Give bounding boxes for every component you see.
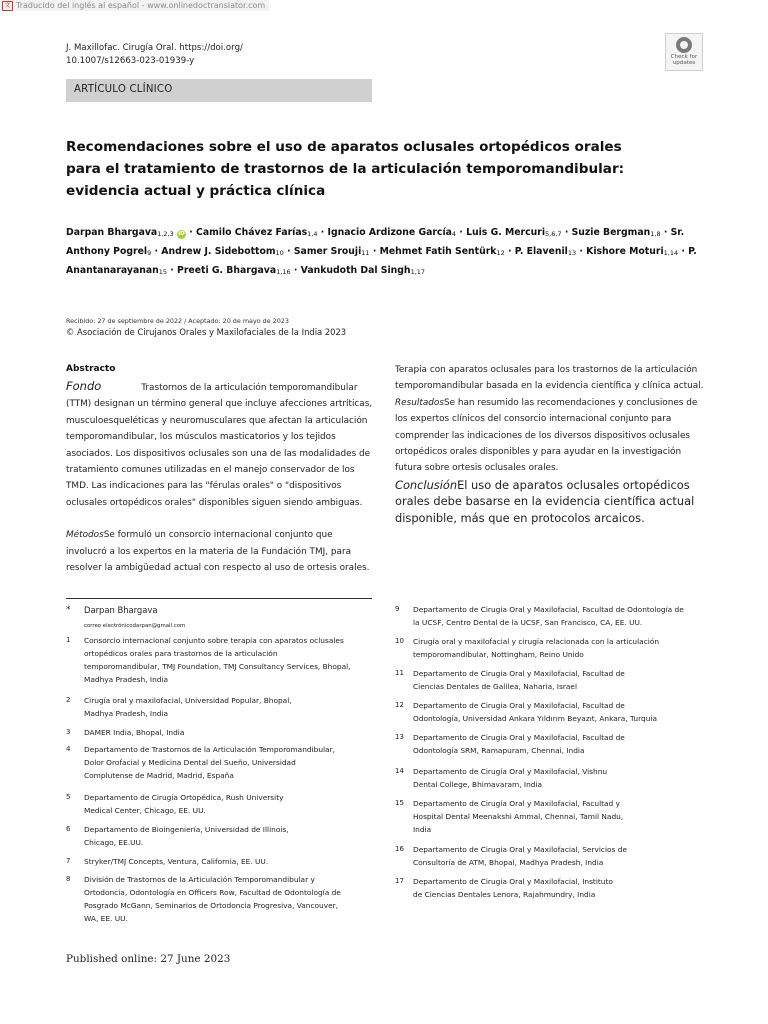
footnote-line: Departamento de Cirugía Oral y Maxilofacial, Facultad de: [413, 701, 625, 710]
corresponding-marker: *: [66, 605, 71, 615]
check-badge-line-1: Check for: [670, 54, 698, 60]
author[interactable]: [459, 227, 561, 238]
footnote-line: WA, EE. UU.: [84, 913, 128, 923]
author-affiliation-numbers: 10: [275, 249, 284, 257]
abstract-results: [395, 395, 710, 477]
author-affiliation-numbers: 9: [147, 249, 152, 257]
author[interactable]: [189, 227, 317, 238]
footnote-number: 6: [66, 825, 71, 833]
footnote-line: Ortodoncia, Odontología en Officers Row, Facultad de Odontología de: [84, 887, 341, 897]
footnote-text: [413, 766, 607, 792]
author-name: · Ignacio Ardizone García: [320, 227, 452, 238]
bookmark-icon: [676, 37, 692, 53]
received-accepted-dates: Recibido: 27 de septiembre de 2022 / Aceptado: 20 de mayo de 2023: [66, 317, 289, 325]
author-affiliation-numbers: 5,6,7: [545, 230, 562, 238]
footnote-line: Ciencias Dentales de Galilea, Naharia, Israel: [413, 681, 578, 691]
footnote-line: Departamento de Cirugía Oral y Maxilofacial, Facultad de Odontología de: [413, 605, 684, 614]
footnote-text: [84, 635, 351, 687]
conclusion-label: Conclusión: [395, 477, 458, 492]
author-name: · P. Elavenil: [508, 246, 568, 257]
author[interactable]: [66, 227, 186, 238]
translate-icon: 文: [2, 1, 13, 11]
footnote-number: 5: [66, 793, 71, 801]
footnote-number: 14: [395, 767, 404, 775]
author-name: · Luis G. Mercuri: [459, 227, 546, 238]
author-affiliation-numbers: 1,16: [276, 268, 291, 276]
footnote-line: Cirugía oral y maxilofacial, Universidad Popular, Bhopal,: [84, 696, 292, 705]
footnote-number: 17: [395, 877, 404, 885]
article-type-label: ARTÍCULO CLÍNICO: [74, 84, 173, 95]
footnote-line: Departamento de Cirugía Oral y Maxilofacial, Facultad y: [413, 799, 620, 808]
author-name: Darpan Bhargava: [66, 227, 158, 238]
author-affiliation-numbers: 4: [451, 230, 457, 238]
footnote-line: ortopédicos orales para trastornos de la articulación: [84, 648, 278, 658]
author-affiliation-numbers: 13: [567, 249, 577, 257]
author[interactable]: [579, 246, 678, 257]
translator-banner-text: Traducido del inglés al español - www.onlinedoctranslator.com: [16, 1, 266, 10]
methods-label: Métodos: [66, 530, 104, 541]
author-affiliation-numbers: 12: [496, 249, 505, 257]
abstract-right-column: [395, 362, 710, 526]
footnote-line: Dental College, Bhimavaram, India: [413, 779, 543, 789]
footnote-text: [84, 824, 289, 850]
footnote-line: Departamento de Cirugía Oral y Maxilofacial, Instituto: [413, 877, 613, 886]
author[interactable]: [321, 227, 456, 238]
footnote-number: 15: [395, 799, 404, 807]
results-label: Resultados: [395, 397, 444, 408]
author-name: · P. Anantanarayanan: [66, 246, 697, 276]
footnote-line: la UCSF, Centro Dental de la UCSF, San Francisco, CA, EE. UU.: [413, 617, 643, 627]
footnote-text: [413, 700, 657, 726]
footnote-text: [84, 744, 335, 783]
methods-text: Se formuló un consorcio internacional conjunto que involucró a los expertos en la materia de la Fundación TMJ, para resolver la ambigüedad actual con respecto al uso de ortesis orales.: [66, 530, 370, 574]
footnote-line: Medical Center, Chicago, EE. UU.: [84, 805, 206, 815]
author[interactable]: [373, 246, 505, 257]
footnote-line: Madhya Pradesh, India: [84, 674, 169, 684]
footnote-text: [413, 636, 659, 662]
author-affiliation-numbers: 1,4: [307, 230, 318, 238]
footnote-line: Odontología, Universidad Ankara Yıldırım Beyazıt, Ankara, Turquía: [413, 713, 657, 723]
author-name: · Andrew J. Sidebottom: [154, 246, 276, 257]
author-name: · Mehmet Fatih Sentürk: [372, 246, 497, 257]
article-title: [66, 136, 686, 202]
title-line: evidencia actual y práctica clínica: [66, 183, 326, 199]
footnote-line: temporomandibular, Nottingham, Reino Unido: [413, 649, 584, 659]
footnote-line: División de Trastornos de la Articulación Temporomandibular y: [84, 875, 315, 884]
author-affiliation-numbers: 1,17: [410, 268, 426, 276]
author-list: [66, 224, 706, 281]
background-label: Fondo: [66, 379, 102, 393]
check-for-updates-badge[interactable]: [665, 33, 703, 71]
footnote-line: Odontología SRM, Ramapuram, Chennai, India: [413, 745, 585, 755]
footnote-text: [84, 792, 283, 818]
footnote-line: Cirugía oral y maxilofacial y cirugía relacionada con la articulación: [413, 637, 660, 646]
footnote-text: [413, 844, 627, 870]
footnote-line: temporomandibular, TMJ Foundation, TMJ Consultancy Services, Bhopal,: [84, 661, 351, 671]
results-text: Se han resumido las recomendaciones y conclusiones de los expertos clínicos del consorcio internacional conjunto para comprender las indicaciones de los diversos dispositivos oclusales ortopédicos orales disponibles y para ayudar en la investigación futura sobre ortesis oclusales orales.: [395, 397, 698, 474]
author[interactable]: [287, 246, 370, 257]
footnote-text: [413, 732, 625, 758]
footnote-line: Dolor Orofacial y Medicina Dental del Sueño, Universidad: [84, 757, 296, 767]
footnote-line: Departamento de Cirugía Oral y Maxilofacial, Facultad de: [413, 669, 625, 678]
footnote-text: [84, 874, 341, 926]
footnote-line: de Ciencias Dentales Lenora, Rajahmundry, India: [413, 889, 596, 899]
author-affiliation-numbers: 15: [158, 268, 168, 276]
footnote-divider: [66, 598, 372, 599]
journal-reference: [66, 42, 243, 68]
copyright-notice: © Asociación de Cirujanos Orales y Maxilofaciales de la India 2023: [66, 327, 347, 337]
footnote-number: 13: [395, 733, 404, 741]
corresponding-email[interactable]: correo electrónicodarpan@gmail.com: [84, 623, 186, 629]
author-affiliation-numbers: 1,8: [650, 230, 661, 238]
conclusion-text: El uso de aparatos oclusales ortopédicos orales debe basarse en la evidencia científica actual disponible, más que en protocolos arcaicos.: [395, 477, 695, 525]
footnote-line: Consorcio internacional conjunto sobre terapia con aparatos oclusales: [84, 636, 344, 645]
footnote-number: 12: [395, 701, 404, 709]
footnote-line: Departamento de Cirugía Oral y Maxilofacial, Vishnu: [413, 767, 608, 776]
footnote-line: Stryker/TMJ Concepts, Ventura, California, EE. UU.: [84, 857, 269, 866]
footnote-text: [413, 876, 613, 902]
footnote-line: Departamento de Cirugía Oral y Maxilofacial, Facultad de: [413, 733, 625, 742]
corresponding-name: Darpan Bhargava: [84, 605, 158, 615]
abstract-left-column: [66, 378, 376, 576]
author-name: · Vankudoth Dal Singh: [293, 265, 411, 276]
footnote-text: [84, 727, 184, 740]
footnote-number: 4: [66, 745, 71, 753]
author-name: · Kishore Moturi: [579, 246, 664, 257]
footnote-number: 11: [395, 669, 404, 677]
author-name: · Suzie Bergman: [564, 227, 651, 238]
footnote-number: 3: [66, 728, 71, 736]
footnote-line: Hospital Dental Meenakshi Ammal, Chennai, Tamil Nadu,: [413, 811, 624, 821]
abstract-background: [66, 378, 376, 511]
footnote-line: Departamento de Cirugía Oral y Maxilofacial, Servicios de: [413, 845, 627, 854]
author-name: · Sr. Anthony Pogrel: [66, 227, 685, 257]
author-affiliation-numbers: 1,2,3: [157, 230, 174, 238]
author-name: · Preeti G. Bhargava: [170, 265, 277, 276]
published-online: Published online: 27 June 2023: [66, 953, 231, 965]
footnote-line: Departamento de Cirugía Ortopédica, Rush University: [84, 793, 284, 802]
footnote-line: Chicago, EE.UU.: [84, 837, 144, 847]
author[interactable]: [508, 246, 576, 257]
footnote-line: Consultoría de ATM, Bhopal, Madhya Pradesh, India: [413, 857, 604, 867]
footnote-number: 1: [66, 636, 71, 644]
check-badge-line-2: updates: [672, 60, 696, 67]
footnote-text: [413, 604, 684, 630]
footnote-text: [84, 856, 268, 869]
translator-banner[interactable]: [0, 0, 269, 11]
footnote-line: Madhya Pradesh, India: [84, 708, 169, 718]
author[interactable]: [155, 246, 284, 257]
footnote-text: [413, 798, 623, 837]
footnote-line: DAMER India, Bhopal, India: [84, 728, 185, 737]
footnote-text: [413, 668, 625, 694]
author[interactable]: [170, 265, 290, 276]
journal-doi[interactable]: 10.1007/s12663-023-01939-y: [66, 56, 195, 66]
footnote-number: 10: [395, 637, 404, 645]
article-type-bar: [66, 79, 372, 102]
author-name: · Samer Srouji: [287, 246, 362, 257]
abstract-heading: Abstracto: [66, 364, 116, 374]
abstract-methods: [66, 527, 376, 576]
journal-line-1: J. Maxillofac. Cirugía Oral. https://doi.org/: [66, 43, 243, 53]
author[interactable]: [565, 227, 661, 238]
footnote-line: Complutense de Madrid, Madrid, España: [84, 770, 234, 780]
footnote-line: India: [413, 824, 432, 834]
background-text: Trastornos de la articulación temporomandibular (TTM) designan un término general que incluye afecciones artríticas, musculoesqueléticas y neuromusculares que afectan la articulación temporomandibular, los músculos masticatorios y los tejidos asociados. Los dispositivos oclusales son una de las modalidades de tratamiento comunes utilizadas en el manejo conservador de los TMD. Las indicaciones para las "férulas orales" o "dispositivos oclusales ortopédicos orales" disponibles siguen siendo ambiguas.: [66, 383, 373, 508]
title-line: para el tratamiento de trastornos de la articulación temporomandibular:: [66, 161, 625, 177]
footnote-line: Departamento de Trastornos de la Articulación Temporomandibular,: [84, 745, 335, 754]
author-affiliation-numbers: 11: [361, 249, 370, 257]
footnote-line: Posgrado McGann, Seminarios de Ortodoncia Progresiva, Vancouver,: [84, 900, 339, 910]
footnote-line: Departamento de Bioingeniería, Universidad de Illinois,: [84, 825, 289, 834]
footnote-number: 9: [395, 605, 400, 613]
footnote-number: 16: [395, 845, 404, 853]
abstract-conclusion: [395, 477, 710, 526]
orcid-icon[interactable]: iD: [178, 231, 185, 237]
footnote-number: 8: [66, 875, 71, 883]
footnote-text: [84, 695, 292, 721]
abstract-objective-continued: Terapia con aparatos oclusales para los trastornos de la articulación temporomandibular basada en la evidencia científica y clínica actual.: [395, 365, 704, 392]
footnote-number: 7: [66, 857, 71, 865]
footnote-number: 2: [66, 696, 71, 704]
author-name: · Camilo Chávez Farías: [189, 227, 308, 238]
author[interactable]: [294, 265, 425, 276]
title-line: Recomendaciones sobre el uso de aparatos oclusales ortopédicos orales: [66, 139, 622, 155]
author-affiliation-numbers: 1,14: [663, 249, 679, 257]
